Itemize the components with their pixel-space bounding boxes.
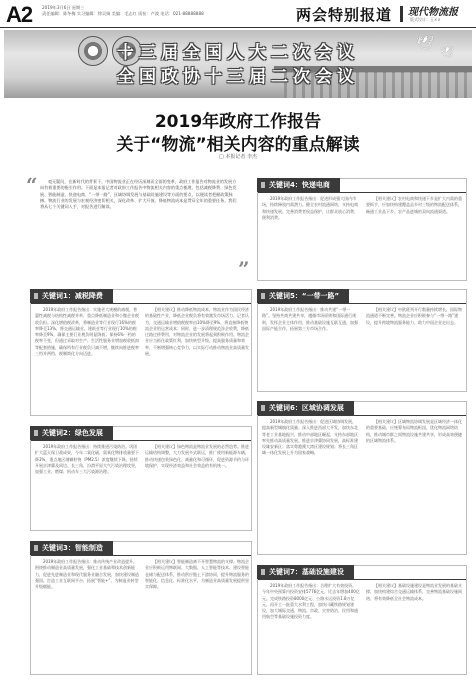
section-keyword-5	[257, 289, 467, 392]
section-keyword-6	[257, 401, 467, 555]
paper-subtitle: 版式设计：王××	[410, 17, 441, 22]
section-tag: 关键词4：快递电商	[257, 178, 340, 192]
section-text-left: 2019年政府工作报告指出：推动传统产业改造提升。围绕推动制造业高质量发展，强化工业基础和技术创新能力，促进先进制造业和现代服务业融合发展，加快建设制造强国。打造工业互联网平台，拓展“智能+”，为制造业转型升级赋能。	[35, 559, 139, 589]
section-text-right: 【相关建议】绿色物流是物流业发展的必然趋势。推进运输结构调整，大力发展多式联运，推广使用新能源车辆，推动快递包装绿色化、减量化和可循环，促进资源节约与环境保护，实现经济效益和社会效益的有机统一。	[145, 444, 249, 468]
section-keyword-7	[257, 565, 467, 675]
section-text-left: 2019年政府工作报告指出：实施更大规模的减税。普惠性减税与结构性减税并举，重点降低制造业和小微企业税收负担。深化增值税改革，将制造业等行业现行16%的税率降至13%，将交通运输业、建筑业等行业现行10%的税率降至9%，确保主要行业税负明显降低；保持6%一档的税率不变，但通过采取对生产、生活性服务业增加税收抵扣等配套措施，确保所有行业税负只减不增，继续向推进税率三档并两档、税制简化方向迈进。	[35, 307, 139, 356]
byline: □ 本报记者 李杰	[219, 154, 257, 160]
section-rule	[31, 440, 251, 441]
banner-line-cppcc: 全国政协十三届二次会议	[117, 67, 359, 87]
issue-meta	[42, 5, 204, 17]
section-text-left: 2019年政府工作报告指出：推动共建“一带一路”。坚持共商共建共享，遵循市场原则和国际通行规则，发挥企业主体作用，推动基础设施互联互通，加强国际产能合作，拓展第三方市场合作。	[262, 307, 358, 331]
section-rule	[258, 192, 466, 193]
section-rule	[31, 555, 251, 556]
page-number: A2	[6, 2, 33, 27]
session-banner	[4, 30, 472, 98]
section-text-right: 【相关建议】推动降低物流成本，物流业作为国民经济的基础性产业，降低企业税负将有效激发市场活力。记者认为，交通运输业增值税税率由10%降至9%，将直接降低物流企业的运营成本；同时，进一步清理规范涉企收费，降低过路过桥费用，对物流企业的发展将起到积极作用。物流企业应当抓住政策红利，加快转型升级，提高服务质量和效率，不断增强核心竞争力，以实际行动推动物流业高质量发展。	[145, 307, 249, 356]
dove-icon: 🕊	[416, 36, 434, 52]
section-text-right: 【相关建议】农村电商和快递下乡是扩大内需的重要抓手，应加快构建覆盖县乡村三级的物流配送体系，畅通工业品下乡、农产品进城的双向流通渠道。	[366, 196, 462, 214]
section-rule	[258, 579, 466, 580]
section-keyword-2	[30, 426, 252, 531]
section-rule	[258, 303, 466, 304]
section-title: 两会特别报道	[296, 6, 393, 24]
section-tag: 关键词3：智能制造	[30, 541, 113, 555]
section-rule	[31, 303, 251, 304]
section-text-left: 2019年政府工作报告指出：合理扩大有效投资。今年中央预算内投资安排5776亿元，比去年增加400亿元。完成铁路投资8000亿元、公路水运投资1.8万亿元，再开工一批重大水利工程，加快川藏铁路规划建设，加大城际交通、物流、市政、灾害防治、民用和通用航空等基础设施投资力度。	[262, 583, 360, 620]
section-keyword-1	[30, 289, 252, 416]
section-text-left: 2019年政府工作报告指出：持续推进污染防治。巩固扩大蓝天保卫战成果，今年二氧化硫、氮氧化物排放量要下降3%，重点地区细颗粒物（PM2.5）浓度继续下降。持续开展京津冀及周边、长三角、汾渭平原大气污染治理攻坚，加强工业、燃煤、机动车三大污染源治理。	[35, 444, 139, 474]
section-tag: 关键词1：减税降费	[30, 289, 113, 303]
headline-main: 2019年政府工作报告	[154, 112, 322, 132]
section-text-right: 【相关建议】中欧班列开行数量持续增长，国际物流通道不断完善。物流企业应积极参与“一带一路”建设，提升跨境物流服务能力，助力中国企业走出去。	[366, 307, 462, 325]
section-tag: 关键词7：基础设施建设	[257, 565, 354, 579]
section-text-right: 【相关建议】基础设施建设是物流业发展的基础支撑，加快构建综合交通运输体系，完善物流基础设施网络，将有效降低全社会物流成本。	[366, 583, 462, 601]
close-quote-icon: ”	[238, 257, 250, 281]
section-text-left: 2019年政府工作报告指出：促进区域协调发展，提高新型城镇化质量。深入推进西部大开发，加快东北等老工业基地振兴，推动中部地区崛起，支持东部地区率先推动高质量发展。推进京津冀协同发展，高标准建设雄安新区；落实粤港澳大湾区建设规划；将长三角区域一体化发展上升为国家战略。	[262, 419, 358, 456]
dove-icon: 🕊	[440, 46, 454, 59]
section-keyword-4	[257, 178, 467, 281]
section-keyword-3	[30, 541, 252, 675]
section-tag: 关键词2：绿色发展	[30, 426, 113, 440]
issue-meta-line: 2019年3月6日 星期三	[42, 5, 85, 10]
section-tag: 关键词5：“一带一路”	[257, 289, 349, 303]
banner-line-npc: 十三届全国人大二次会议	[117, 43, 359, 63]
section-text-right: 【相关建议】区域物流协调发展是区域经济一体化的重要基础，应统筹布局物流枢纽，优化物流网络结构，推动城市群之间物流设施共建共享，形成高效便捷的区域物流体系。	[366, 419, 462, 443]
open-quote-icon: “	[26, 173, 38, 197]
section-text-right: 【相关建议】智能制造离不开智慧物流的支撑。物流企业应积极运用物联网、大数据、人工智能等技术，建设智能仓储与配送体系，推动供应链上下游协同，提升物流服务的智能化、信息化、标准化水平，为制造业高质量发展提供坚实保障。	[145, 559, 249, 589]
paper-logo: 现代物流报	[408, 7, 458, 18]
issue-meta-line: 责任编辑：陈冬梅 实习编辑：徐吴娟 美编：毛志红 质检：卢波 电话：021-88888888	[42, 11, 204, 16]
section-text-left: 2019年政府工作报告指出：促进形成强大国内市场，持续释放内需潜力。健全农村流通网络，支持电商和快递发展。完善消费者权益保护，让群众放心消费、便利消费。	[262, 196, 358, 220]
lead-text: 毫无疑问，在新时代的背景下，中国物流业正在经历深刻而全面的变革，政府工作报告对物流业的发展方向有着重要的指引作用。下面是本报记者对政府工作报告中物流相关内容的重点梳理，包括减税降费、绿色发展、智能制造、快递电商、“一带一路”、区域协调发展与基础设施建设等方面的要点，以便读者把握政策脉搏。物流行业的发展与宏观经济密切相关，深化改革、扩大开放、降低物流成本是贯穿全年的重要任务。我们将从七个关键词入手，对报告进行解读。	[40, 179, 237, 210]
page-header	[0, 0, 476, 28]
lead-paragraph	[26, 175, 250, 279]
header-divider	[400, 6, 403, 22]
section-rule	[258, 415, 466, 416]
headline-sub: 关于“物流”相关内容的重点解读	[116, 135, 360, 155]
section-tag: 关键词6：区域协调发展	[257, 401, 354, 415]
